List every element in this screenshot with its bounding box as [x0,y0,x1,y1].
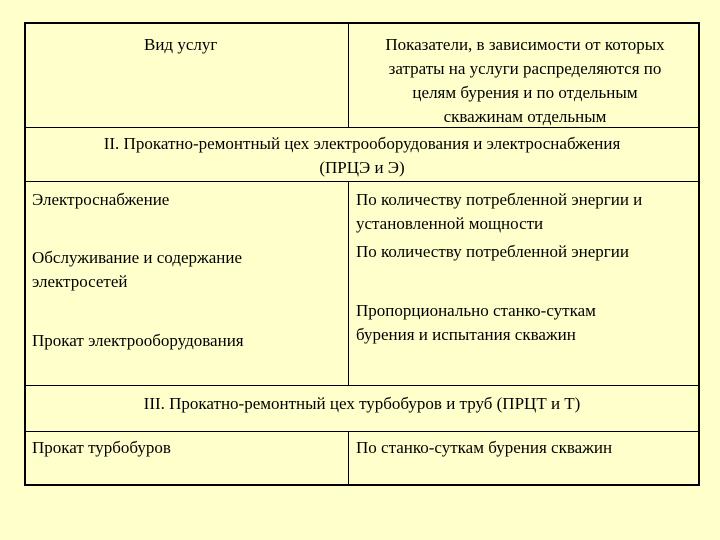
section3-top-divider [26,385,698,386]
indicator-turbodrill-rental: По станко-суткам бурения скважин [356,438,613,457]
section2-title-line: (ПРЦЭ и Э) [319,158,405,177]
section2-title-divider [26,181,698,182]
indicator-line: бурения и испытания скважин [356,325,576,344]
service-electricity-supply [32,188,169,212]
service-line: Прокат электрооборудования [32,331,244,350]
header-column-divider [348,24,349,127]
indicator-network-maintenance [356,240,629,264]
indicator-equipment-rental [356,299,596,347]
header-indicators-line: целям бурения и по отдельным [412,83,638,102]
section2-column-divider [348,181,349,385]
indicator-line: Пропорционально станко-суткам [356,301,596,320]
service-network-maintenance [32,246,242,294]
section2-title [26,132,698,180]
section3-title: III. Прокатно-ремонтный цех турбобуров и труб (ПРЦТ и Т) [143,394,581,413]
header-indicators-line: Показатели, в зависимости от которых [385,35,665,54]
header-indicators-line: затраты на услуги распределяются по [388,59,662,78]
header-service-type: Вид услуг [144,35,218,54]
indicator-line: По количеству потребленной энергии [356,242,629,261]
header-indicators [350,33,700,129]
indicator-line: По количеству потребленной энергии и [356,190,643,209]
header-indicators-line: скважинам отдельным [443,107,607,126]
indicator-electricity-supply [356,188,642,236]
service-turbodrill-rental: Прокат турбобуров [32,438,171,457]
services-table [24,22,700,486]
section3-column-divider [348,431,349,486]
section2-title-line: II. Прокатно-ремонтный цех электрооборудования и электроснабжения [103,134,621,153]
section3-title-divider [26,431,698,432]
service-line: Электроснабжение [32,190,170,209]
service-equipment-rental [32,329,244,353]
service-line: электросетей [32,272,128,291]
service-line: Обслуживание и содержание [32,248,243,267]
indicator-line: установленной мощности [356,214,544,233]
